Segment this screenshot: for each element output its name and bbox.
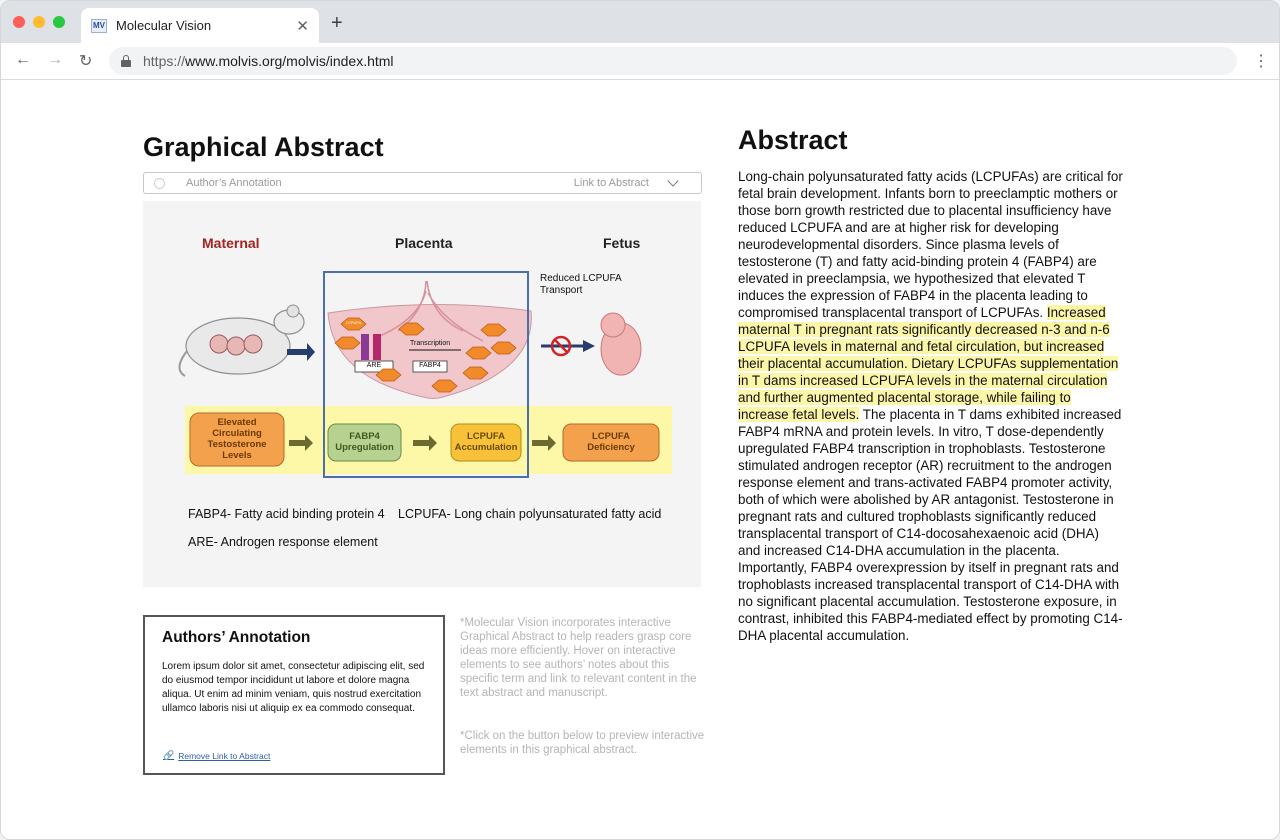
rat-icon xyxy=(179,305,304,376)
menu-kebab-icon[interactable]: ⋮ xyxy=(1253,53,1269,70)
lock-icon xyxy=(121,55,131,67)
column-fetus[interactable]: Fetus xyxy=(603,235,641,251)
chevron-down-icon[interactable] xyxy=(667,175,678,186)
tab-title: Molecular Vision xyxy=(116,18,212,33)
column-placenta[interactable]: Placenta xyxy=(395,235,453,251)
lcpufa-accumulation-label[interactable]: LCPUFA Accumulation xyxy=(454,431,518,453)
tab-molecular-vision[interactable] xyxy=(81,8,319,43)
abstract-highlight[interactable]: Increased maternal T in pregnant rats significantly decreased n-3 and n-6 LCPUFA levels in maternal and fetal circulation, but increased their placental accumulation. Dietary LCPUFAs supplementation in T dams increased LCPUFA levels in the maternal circulation and further augmented placental storage, while failing to increase fetal levels. xyxy=(738,305,1119,422)
graphical-abstract-figure xyxy=(143,201,701,587)
radio-icon[interactable] xyxy=(154,178,165,189)
legend-are: ARE- Androgen response element xyxy=(188,535,378,549)
fabp4-gene-label[interactable]: FABP4 xyxy=(419,362,441,369)
forward-arrow-icon[interactable]: → xyxy=(47,51,63,68)
browser-toolbar xyxy=(1,43,1280,80)
reload-icon[interactable]: ↻ xyxy=(79,53,93,70)
link-icon: 🔗 xyxy=(163,750,175,760)
column-maternal[interactable]: Maternal xyxy=(202,235,260,251)
interactive-note: *Molecular Vision incorporates interactive Graphical Abstract to help readers grasp core ideas more efficiently. Hover on interactive elements to see authors’ notes about this specific term and link to relevant content in the text abstract and manuscript. xyxy=(460,617,697,699)
elevated-testosterone-label[interactable]: Elevated Circulating Testosterone Levels xyxy=(207,417,267,461)
close-icon[interactable]: ✕ xyxy=(296,17,309,35)
close-window-button[interactable] xyxy=(13,16,25,28)
lcpufa-tag: LCPUFA xyxy=(345,320,362,325)
fetus-rat-icon xyxy=(601,313,641,375)
abstract-text: Long-chain polyunsaturated fatty acids (LCPUFAs) are critical for fetal brain development. Infants born to preeclamptic mothers or those born growth restricted due to placental insufficiency have reduced LCPUFA and are at higher risk for developing neurodevelopmental disorders. Since plasma levels of testosterone (T) and fatty acid-binding protein 4 (FABP4) are elevated in preeclampsia, we hypothesized that elevated T induces the expression of FABP4 in the placenta leading to compromised transplacental transport of LCPUFAs. Increased maternal T in pregnant rats significantly decreased n-3 and n-6 LCPUFA levels in maternal and fetal circulation, but increased their placental accumulation. Dietary LCPUFAs supplementation in T dams increased LCPUFA levels in the maternal circulation and further augmented placental storage, while failing to increase fetal levels. The placenta in T dams exhibited increased FABP4 mRNA and protein levels. In vitro, T dose-dependently upregulated FABP4 transcription in trophoblasts. Testosterone stimulated androgen receptor (AR) recruitment to the androgen response element and trans-activated FABP4 promoter activity, both of which were abolished by AR antagonist. Testosterone in pregnant rats and cultured trophoblasts significantly reduced transplacental transport of C14-docosahexaenoic acid (DHA) and increased C14-DHA accumulation in the placenta. Importantly, FABP4 overexpression by itself in pregnant rats and trophoblasts increased transplacental transport of C14-DHA with no significant placental accumulation. Testosterone exposure, in contrast, inhibited this FABP4-mediated effect by promoting C14-DHA placental accumulation. xyxy=(738,169,1123,643)
plus-icon[interactable]: + xyxy=(331,12,343,34)
abstract-title: Abstract xyxy=(738,125,848,155)
transcription-label: Transcription xyxy=(410,340,451,347)
annotation-title: Authors’ Annotation xyxy=(162,629,311,646)
authors-annotation-panel xyxy=(143,615,445,775)
figure-illustration xyxy=(143,201,701,587)
address-bar[interactable] xyxy=(109,47,1237,75)
are-label[interactable]: ARE xyxy=(366,362,382,369)
annotation-body: Lorem ipsum dolor sit amet, consectetur adipiscing elit, sed do eiusmod tempor incididunt ut labore et dolore magna aliqua. Ut enim ad minim veniam, quis nostrud exercitation ullamco laboris nisi ut aliquip ex ea commodo consequat. xyxy=(162,661,425,714)
fabp4-upregulation-label[interactable]: FABP4 Upregulation xyxy=(335,431,394,453)
dropdown-label: Author’s Annotation xyxy=(186,177,282,189)
annotation-dropdown[interactable] xyxy=(143,172,702,194)
page-content xyxy=(1,81,1280,840)
legend-fabp4: FABP4- Fatty acid binding protein 4 xyxy=(188,507,385,521)
arrow-right-icon xyxy=(287,343,315,361)
back-arrow-icon[interactable]: ← xyxy=(15,51,31,68)
dropdown-link-label: Link to Abstract xyxy=(573,177,649,189)
window-controls xyxy=(13,16,65,28)
remove-link-button[interactable] xyxy=(163,750,270,761)
reduced-transport-label[interactable]: Reduced LCPUFA Transport xyxy=(540,273,622,296)
graphical-abstract-title: Graphical Abstract xyxy=(143,132,384,162)
remove-link-label: Remove Link to Abstract xyxy=(178,750,271,761)
minimize-window-button[interactable] xyxy=(33,16,45,28)
maximize-window-button[interactable] xyxy=(53,16,65,28)
preview-note: *Click on the button below to preview interactive elements in this graphical abstract. xyxy=(460,730,705,756)
legend-lcpufa: LCPUFA- Long chain polyunsaturated fatty acid xyxy=(398,507,662,521)
url-text: https://www.molvis.org/molvis/index.html xyxy=(143,53,394,69)
favicon-icon: MV xyxy=(91,19,107,33)
tab-bar xyxy=(1,1,1280,43)
lcpufa-deficiency-label[interactable]: LCPUFA Deficiency xyxy=(587,431,635,453)
